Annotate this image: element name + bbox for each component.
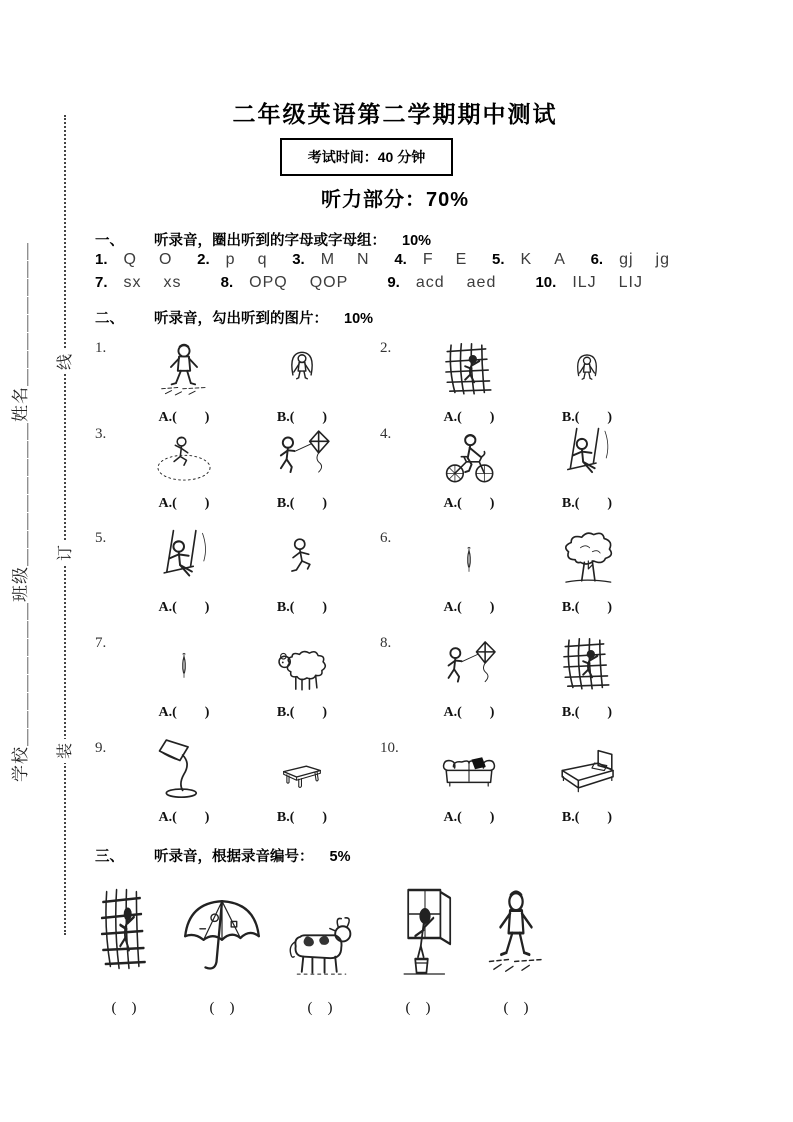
answer-paren: ( ) [111,1000,137,1016]
letter-item-7: 7. sx xs [95,274,182,291]
question-5 [95,528,380,616]
picture-child-climbing-net [93,880,155,984]
section2-title: 听录音，勾出听到的图片： [154,311,328,327]
picture-low-table [265,738,339,804]
letter-item-9: 9. acd aed [387,274,497,291]
letter-item-6: 6. gj jg [590,251,670,268]
section3-item-4 [369,880,467,1017]
question-9-option-a [125,738,243,826]
page-title: 二年级英语第二学期期中测试 [232,101,558,127]
question-number: 10. [380,740,399,756]
picture-child-riding-bicycle [430,424,508,490]
option-a-label: A.( ) [158,410,210,425]
question-4-option-b [528,424,646,512]
section2-number: 二、 [95,311,124,327]
section2-row-9-10 [95,738,665,826]
question-5-option-b [243,528,361,616]
question-number: 3. [95,426,107,442]
section2-row-7-8 [95,633,665,721]
section1-line1 [95,251,670,269]
option-a-label: A.( ) [443,496,495,511]
question-number: 1. [95,340,107,356]
option-a-label: A.( ) [158,705,210,720]
picture-desk-lamp [150,738,218,804]
section1-heading [95,229,431,250]
question-9 [95,738,380,826]
question-number: 5. [95,530,107,546]
picture-cow [270,880,370,984]
question-7-option-a [125,633,243,721]
section3-item-2 [173,880,271,1017]
question-6-option-a [410,528,528,616]
section3-heading [95,845,350,866]
picture-open-umbrella [175,880,269,984]
section2-row-3-4 [95,424,665,512]
question-4-option-a [410,424,528,512]
letter-item-1: 1. Q O [95,251,173,268]
picture-child-climbing-net [437,338,501,404]
answer-paren: ( ) [405,1000,431,1016]
option-a-label: A.( ) [443,600,495,615]
letter-item-5: 5. K A [492,251,566,268]
picture-child-skipping-rope [565,338,609,404]
section3-title: 听录音，根据录音编号： [154,849,314,865]
section2-score: 10% [344,311,374,327]
question-10 [380,738,665,826]
option-b-label: B.( ) [561,810,613,825]
binding-char-line: 线 [54,350,78,374]
question-2 [380,338,665,426]
question-number: 9. [95,740,107,756]
option-a-label: A.( ) [443,410,495,425]
picture-bed [539,738,635,804]
listening-part-header: 听力部分：70% [320,189,470,211]
question-number: 4. [380,426,392,442]
option-a-label: A.( ) [158,496,210,511]
question-6-option-b [528,528,646,616]
option-b-label: B.( ) [276,496,328,511]
question-5-option-a [125,528,243,616]
picture-child-running-on-track [128,424,240,490]
picture-sheep [256,633,348,699]
question-2-option-a [410,338,528,426]
picture-closed-umbrella [169,633,199,699]
section1-number: 一、 [95,233,124,249]
option-b-label: B.( ) [561,410,613,425]
question-1-option-b [243,338,361,426]
question-3 [95,424,380,512]
section3-number: 三、 [95,849,124,865]
binding-char-ding: 订 [54,541,78,565]
option-a-label: A.( ) [158,600,210,615]
picture-boy-flying-kite [426,633,512,699]
section2-heading [95,307,373,328]
picture-boy-running [274,528,330,594]
section3-score: 5% [329,849,351,865]
section3-item-5 [467,880,565,1017]
question-10-option-a [410,738,528,826]
question-8-option-a [410,633,528,721]
question-number: 8. [380,635,392,651]
letter-item-10: 10. ILJ LIJ [535,274,643,291]
option-b-label: B.( ) [561,496,613,511]
letter-item-4: 4. F E [394,251,468,268]
question-number: 7. [95,635,107,651]
section3-pictures-row [75,880,567,1017]
section1-score: 10% [402,233,432,249]
question-8 [380,633,665,721]
question-7 [95,633,380,721]
picture-boy-walking [153,338,215,404]
question-7-option-b [243,633,361,721]
picture-tree [543,528,631,594]
section2-row-5-6 [95,528,665,616]
question-8-option-b [528,633,646,721]
option-b-label: B.( ) [276,410,328,425]
picture-child-climbing-net [554,633,620,699]
question-3-option-a [125,424,243,512]
option-a-label: A.( ) [443,705,495,720]
option-b-label: B.( ) [561,705,613,720]
question-number: 6. [380,530,392,546]
option-b-label: B.( ) [276,705,328,720]
option-a-label: A.( ) [158,810,210,825]
picture-child-washing-window [383,880,453,984]
picture-boy-flying-kite [258,424,346,490]
picture-child-skipping-rope [278,338,326,404]
option-b-label: B.( ) [276,810,328,825]
section1-line2 [95,274,643,292]
question-10-option-b [528,738,646,826]
question-1-option-a [125,338,243,426]
answer-paren: ( ) [307,1000,333,1016]
question-1 [95,338,380,426]
option-b-label: B.( ) [276,600,328,615]
section3-item-1 [75,880,173,1017]
exam-time-box: 考试时间：40 分钟 [280,138,453,176]
question-6 [380,528,665,616]
section1-title: 听录音，圈出听到的字母或字母组： [154,233,386,249]
student-info-fields: 学校＿＿＿＿＿＿＿＿班级＿＿＿＿＿＿＿＿姓名＿＿＿＿＿＿＿＿ [11,242,30,782]
answer-paren: ( ) [209,1000,235,1016]
option-b-label: B.( ) [561,600,613,615]
picture-sofa [417,738,521,804]
question-4 [380,424,665,512]
section3-item-3 [271,880,369,1017]
letter-item-2: 2. p q [197,251,268,268]
question-2-option-b [528,338,646,426]
letter-item-8: 8. OPQ QOP [220,274,349,291]
picture-child-on-swing [145,528,223,594]
question-9-option-b [243,738,361,826]
binding-dotted-line [64,115,66,935]
picture-child-on-swing [550,424,624,490]
picture-closed-umbrella [454,528,484,594]
answer-paren: ( ) [503,1000,529,1016]
letter-item-3: 3. M N [292,251,370,268]
binding-char-zhuang: 装 [54,739,78,763]
option-a-label: A.( ) [443,810,495,825]
question-number: 2. [380,340,392,356]
section2-row-1-2 [95,338,665,426]
question-3-option-b [243,424,361,512]
picture-boy-walking [479,880,553,984]
